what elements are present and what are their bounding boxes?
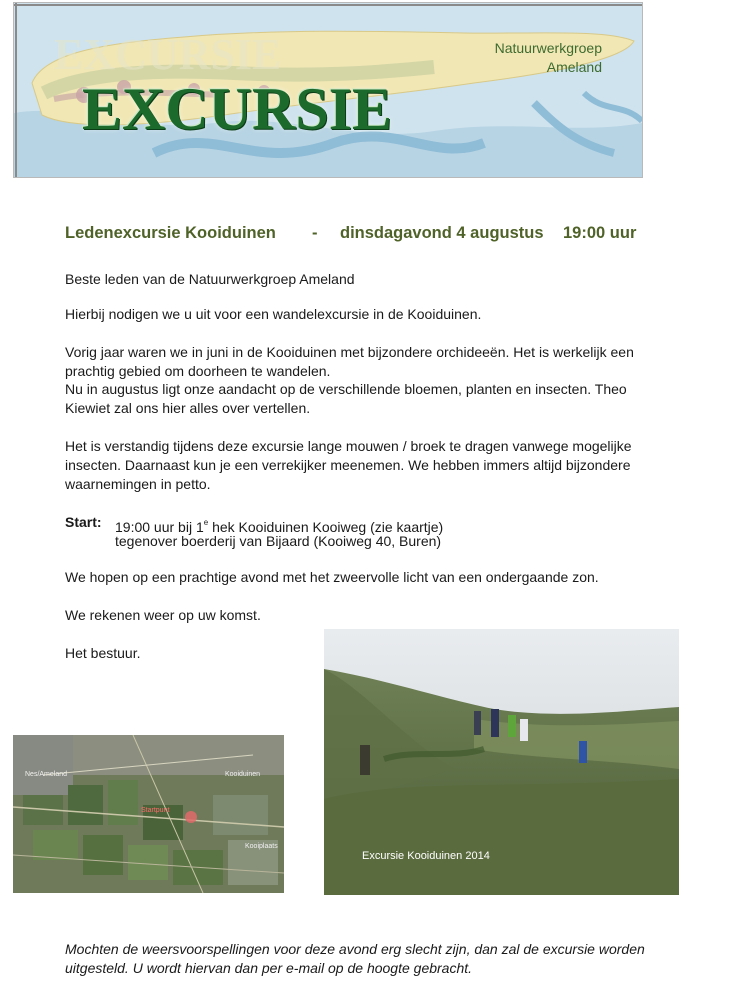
aerial-map-photo (13, 735, 284, 893)
hope-text: We hopen op een prachtige avond met het zweervolle licht van een ondergaande zon. (65, 569, 599, 585)
banner-organisation (495, 39, 602, 77)
start-label: Start: (65, 514, 102, 530)
banner-org-line2: Ameland (546, 59, 602, 75)
greeting: Beste leden van de Natuurwerkgroep Ameland (65, 271, 355, 287)
paragraph-august: Nu in augustus ligt onze aandacht op de verschillende bloemen, planten en insecten. Theo Kiewiet zal ons hier alles over vertellen. (65, 381, 627, 416)
heading-dash: - (312, 224, 318, 242)
invite-text: Hierbij nodigen we u uit voor een wandelexcursie in de Kooiduinen. (65, 306, 482, 322)
signoff: Het bestuur. (65, 645, 141, 661)
map-label-south: Kooiplaats (245, 843, 278, 850)
aerial-map-image (13, 735, 284, 893)
paragraph-advice: Het is verstandig tijdens deze excursie lange mouwen / broek te dragen vanwege mogelijke insecten. Daarnaast kun je een verrekijker meenemen. We hebben immers altijd bijzondere waarnemingen in petto. (65, 438, 632, 492)
expect-text: We rekenen weer op uw komst. (65, 607, 261, 623)
start-line-2: tegenover boerderij van Bijaard (Kooiweg 40, Buren) (115, 533, 442, 549)
photo-caption: Excursie Kooiduinen 2014 (362, 850, 490, 862)
banner-ghost-title: EXCURSIE (54, 30, 282, 79)
start-line-1-text: 19:00 uur bij 1 (115, 519, 204, 535)
map-label-kooiduinen: Kooiduinen (225, 771, 261, 778)
weather-note: Mochten de weersvoorspellingen voor deze avond erg slecht zijn, dan zal de excursie worden uitgesteld. U wordt hiervan dan per e-mail op de hoogte gebracht. (65, 941, 645, 976)
heading-title: Ledenexcursie Kooiduinen (65, 224, 276, 242)
heading-time: 19:00 uur (563, 224, 637, 242)
start-line-1-rest: hek Kooiduinen Kooiweg (zie kaartje) (208, 519, 444, 535)
excursion-photo (324, 629, 679, 895)
banner-title: EXCURSIE (82, 76, 393, 142)
map-label-start: Startpunt (141, 807, 170, 814)
header-banner (13, 2, 643, 178)
paragraph-last-year: Vorig jaar waren we in juni in de Kooiduinen met bijzondere orchideeën. Het is werkelijk een prachtig gebied om doorheen te wandelen. (65, 344, 634, 379)
start-line-1-sup: e (203, 518, 209, 527)
excursion-heading (65, 224, 685, 248)
banner-org-line1: Natuurwerkgroep (494, 40, 602, 56)
heading-date: dinsdagavond 4 augustus (340, 224, 544, 242)
map-label-village: Nes/Ameland (25, 771, 68, 778)
